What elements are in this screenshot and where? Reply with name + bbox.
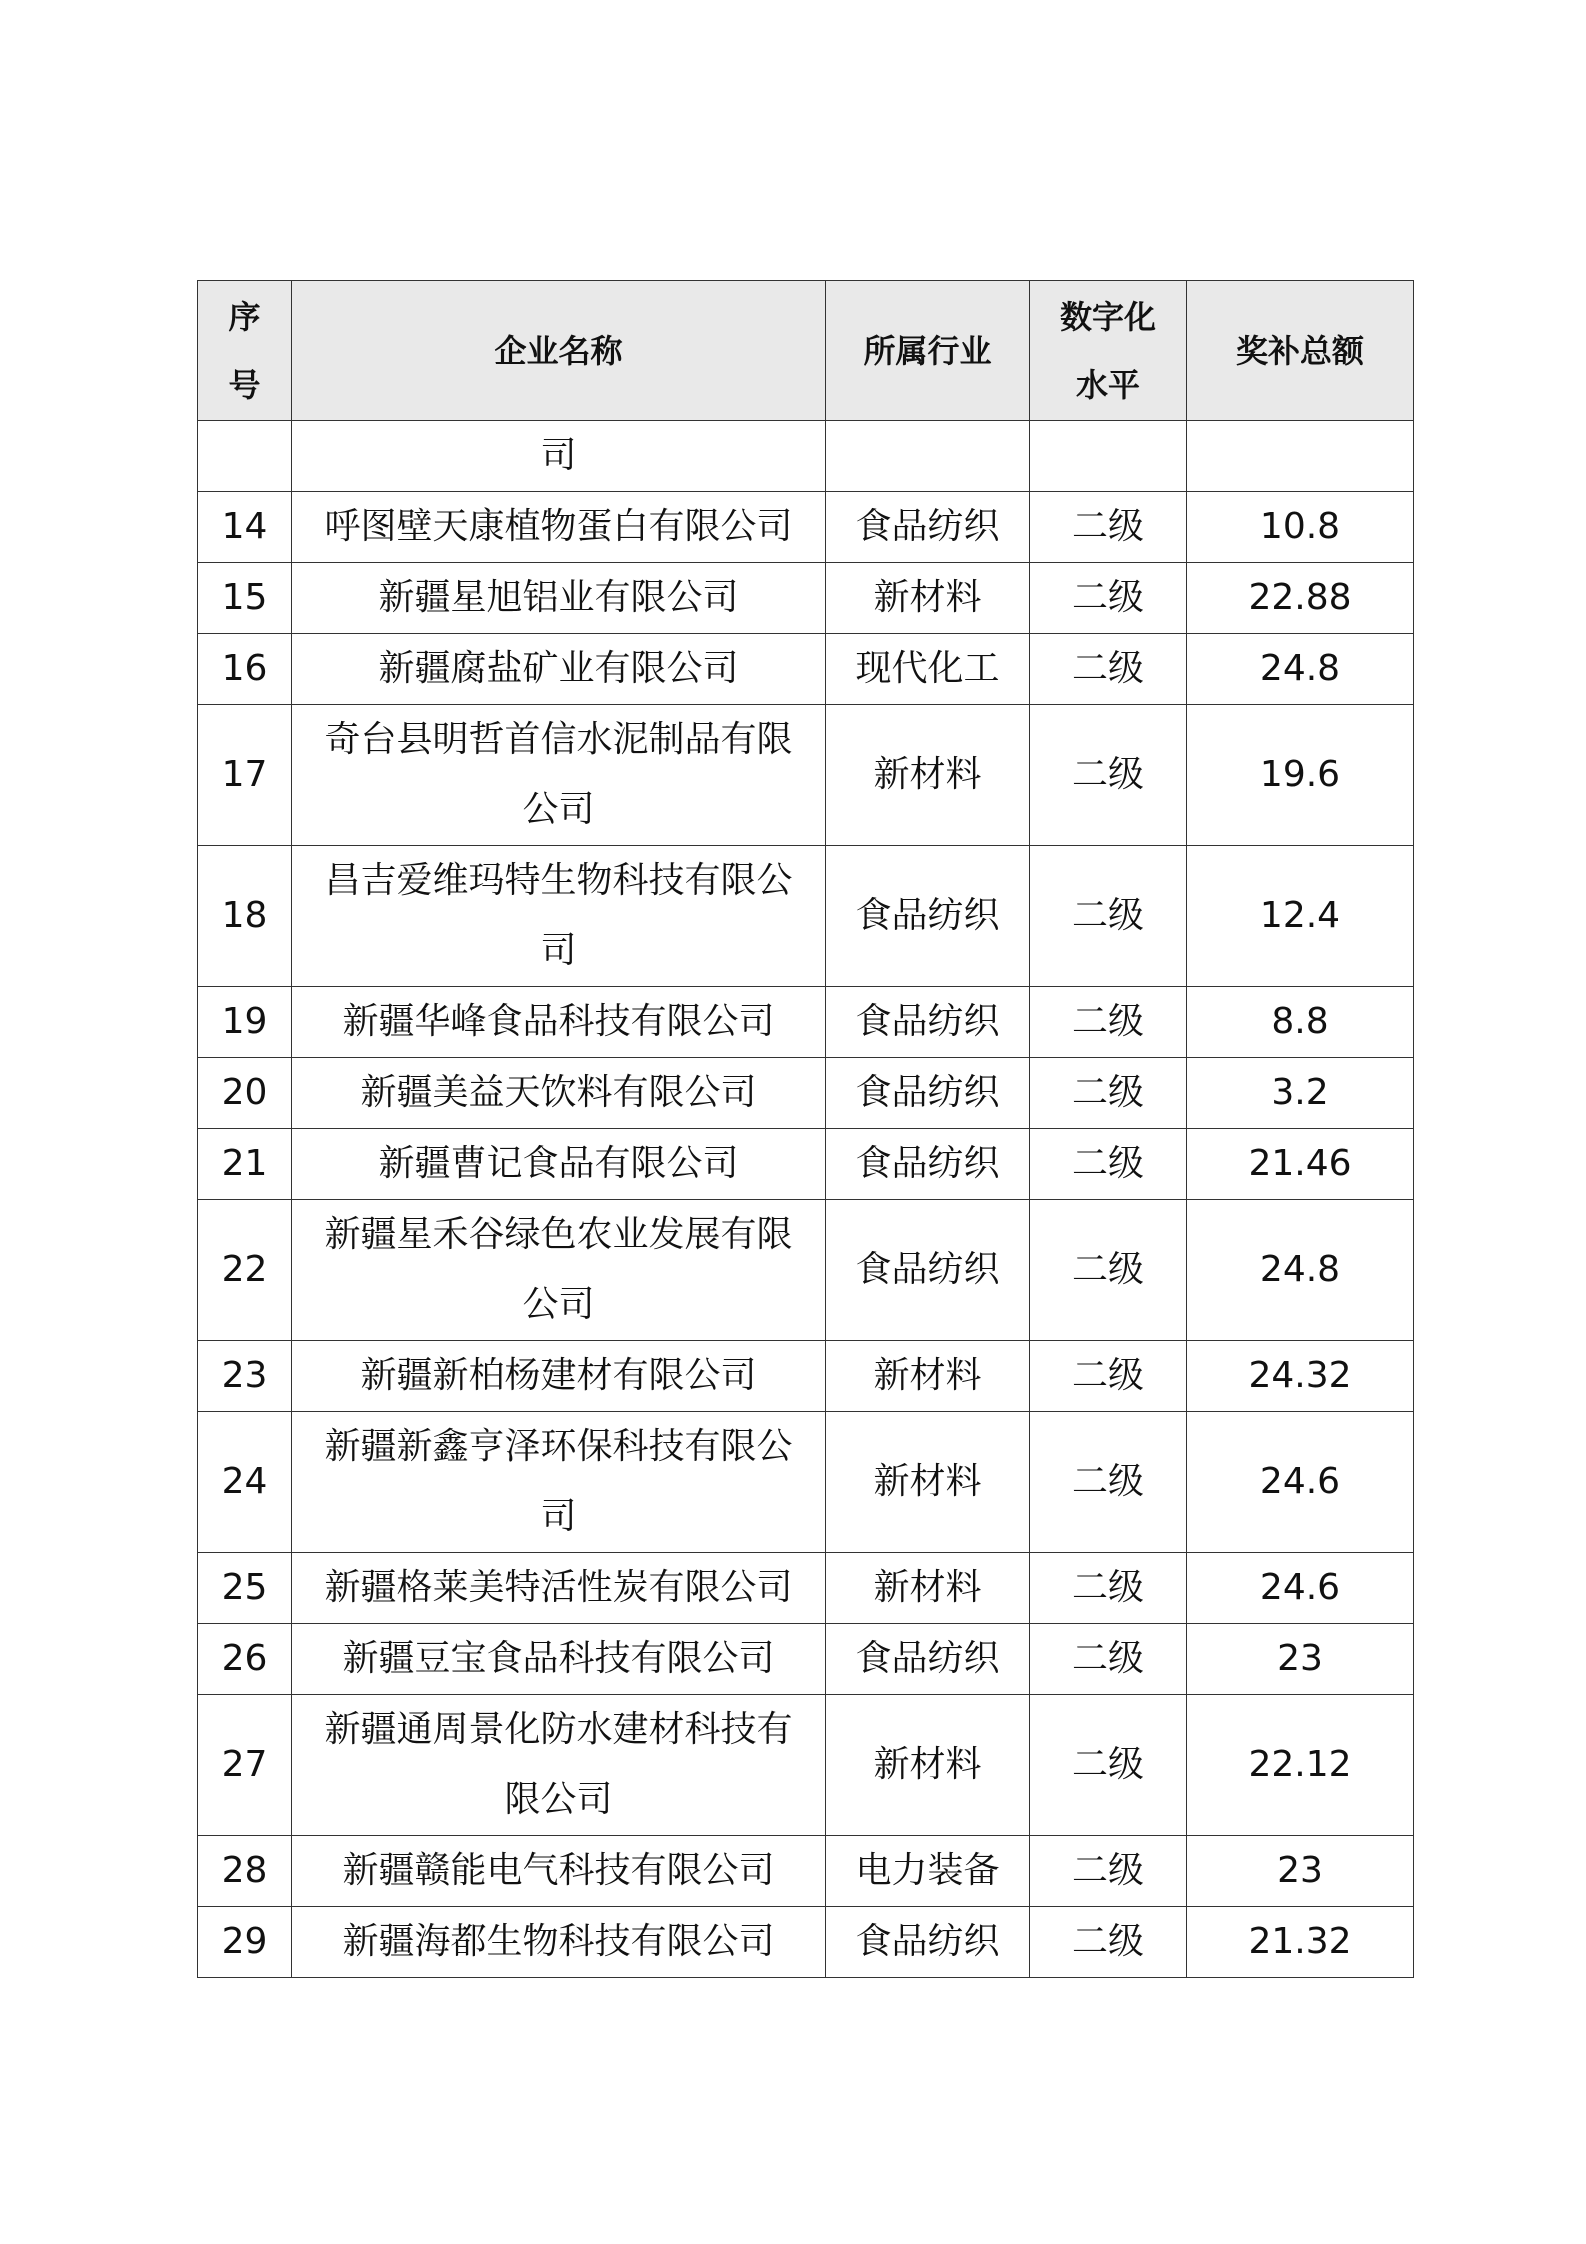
cell-digital-level: 二级	[1030, 1341, 1187, 1412]
company-name-line2: 司	[540, 930, 577, 971]
cell-industry: 食品纺织	[826, 1129, 1030, 1200]
cell-industry: 食品纺织	[826, 846, 1030, 987]
cell-serial-number: 17	[198, 705, 292, 846]
cell-subsidy-amount: 22.88	[1187, 563, 1414, 634]
cell-subsidy-amount: 19.6	[1187, 705, 1414, 846]
table-body	[198, 421, 1414, 1978]
cell-serial-number: 20	[198, 1058, 292, 1129]
cell-digital-level	[1030, 421, 1187, 492]
cell-digital-level: 二级	[1030, 705, 1187, 846]
cell-company-name: 新疆华峰食品科技有限公司	[292, 987, 826, 1058]
table-row	[198, 1341, 1414, 1412]
cell-subsidy-amount: 21.46	[1187, 1129, 1414, 1200]
cell-industry: 食品纺织	[826, 987, 1030, 1058]
cell-serial-number	[198, 421, 292, 492]
company-name-line2: 公司	[522, 1284, 595, 1325]
cell-serial-number: 25	[198, 1553, 292, 1624]
cell-serial-number: 24	[198, 1412, 292, 1553]
cell-subsidy-amount: 8.8	[1187, 987, 1414, 1058]
cell-company-name: 新疆豆宝食品科技有限公司	[292, 1624, 826, 1695]
cell-industry: 食品纺织	[826, 1907, 1030, 1978]
header-subsidy-amount: 奖补总额	[1187, 281, 1414, 421]
cell-subsidy-amount: 24.8	[1187, 634, 1414, 705]
header-digital-level-line1: 数字化	[1059, 297, 1156, 336]
cell-digital-level: 二级	[1030, 846, 1187, 987]
cell-company-name	[292, 705, 826, 846]
cell-serial-number: 23	[198, 1341, 292, 1412]
cell-subsidy-amount: 24.32	[1187, 1341, 1414, 1412]
cell-company-name	[292, 846, 826, 987]
cell-digital-level: 二级	[1030, 634, 1187, 705]
table-row	[198, 846, 1414, 987]
cell-subsidy-amount: 22.12	[1187, 1695, 1414, 1836]
header-row	[198, 281, 1414, 421]
cell-digital-level: 二级	[1030, 1129, 1187, 1200]
company-name-line1: 昌吉爱维玛特生物科技有限公	[324, 860, 793, 901]
table-row	[198, 1624, 1414, 1695]
header-digital-level-line2: 水平	[1075, 365, 1140, 404]
cell-digital-level: 二级	[1030, 1412, 1187, 1553]
cell-digital-level: 二级	[1030, 563, 1187, 634]
cell-industry	[826, 421, 1030, 492]
cell-subsidy-amount: 10.8	[1187, 492, 1414, 563]
table-row	[198, 705, 1414, 846]
cell-industry: 新材料	[826, 563, 1030, 634]
cell-subsidy-amount: 24.6	[1187, 1553, 1414, 1624]
cell-subsidy-amount: 3.2	[1187, 1058, 1414, 1129]
cell-digital-level: 二级	[1030, 1058, 1187, 1129]
subsidy-table	[197, 280, 1414, 1978]
cell-company-name	[292, 1200, 826, 1341]
cell-industry: 新材料	[826, 1695, 1030, 1836]
cell-serial-number: 29	[198, 1907, 292, 1978]
cell-serial-number: 14	[198, 492, 292, 563]
table-row	[198, 1836, 1414, 1907]
cell-industry: 食品纺织	[826, 1200, 1030, 1341]
cell-subsidy-amount: 24.8	[1187, 1200, 1414, 1341]
header-serial-line1: 序	[228, 297, 261, 336]
header-serial-number	[198, 281, 292, 421]
cell-company-name	[292, 1412, 826, 1553]
cell-subsidy-amount: 23	[1187, 1624, 1414, 1695]
cell-digital-level: 二级	[1030, 987, 1187, 1058]
header-serial-line2: 号	[228, 365, 261, 404]
cell-company-name: 新疆曹记食品有限公司	[292, 1129, 826, 1200]
company-name-line1: 新疆星禾谷绿色农业发展有限	[324, 1214, 793, 1255]
cell-serial-number: 19	[198, 987, 292, 1058]
table-row	[198, 492, 1414, 563]
cell-digital-level: 二级	[1030, 1907, 1187, 1978]
table-row	[198, 1129, 1414, 1200]
cell-subsidy-amount: 24.6	[1187, 1412, 1414, 1553]
table-row	[198, 987, 1414, 1058]
cell-digital-level: 二级	[1030, 1553, 1187, 1624]
header-industry: 所属行业	[826, 281, 1030, 421]
cell-digital-level: 二级	[1030, 492, 1187, 563]
cell-industry: 新材料	[826, 1341, 1030, 1412]
company-name-line1: 奇台县明哲首信水泥制品有限	[324, 719, 793, 760]
table-row	[198, 1553, 1414, 1624]
cell-digital-level: 二级	[1030, 1200, 1187, 1341]
company-name-line1: 新疆通周景化防水建材科技有	[324, 1709, 793, 1750]
table-row	[198, 1412, 1414, 1553]
cell-digital-level: 二级	[1030, 1624, 1187, 1695]
cell-company-name: 新疆海都生物科技有限公司	[292, 1907, 826, 1978]
company-name-line2: 司	[540, 1496, 577, 1537]
cell-company-name: 新疆新柏杨建材有限公司	[292, 1341, 826, 1412]
cell-serial-number: 16	[198, 634, 292, 705]
cell-company-name: 司	[292, 421, 826, 492]
cell-company-name: 新疆腐盐矿业有限公司	[292, 634, 826, 705]
cell-serial-number: 18	[198, 846, 292, 987]
cell-serial-number: 26	[198, 1624, 292, 1695]
table-row	[198, 1907, 1414, 1978]
cell-industry: 食品纺织	[826, 492, 1030, 563]
cell-company-name: 呼图壁天康植物蛋白有限公司	[292, 492, 826, 563]
cell-company-name: 新疆美益天饮料有限公司	[292, 1058, 826, 1129]
cell-digital-level: 二级	[1030, 1836, 1187, 1907]
company-name-line2: 限公司	[504, 1779, 613, 1820]
table-row	[198, 1695, 1414, 1836]
company-name-line2: 公司	[522, 789, 595, 830]
cell-subsidy-amount: 21.32	[1187, 1907, 1414, 1978]
cell-serial-number: 15	[198, 563, 292, 634]
cell-company-name: 新疆格莱美特活性炭有限公司	[292, 1553, 826, 1624]
table-row	[198, 634, 1414, 705]
table-header	[198, 281, 1414, 421]
cell-serial-number: 22	[198, 1200, 292, 1341]
cell-industry: 现代化工	[826, 634, 1030, 705]
cell-serial-number: 27	[198, 1695, 292, 1836]
header-company-name: 企业名称	[292, 281, 826, 421]
cell-industry: 新材料	[826, 1412, 1030, 1553]
company-name-line1: 新疆新鑫亨泽环保科技有限公	[324, 1426, 793, 1467]
cell-subsidy-amount: 12.4	[1187, 846, 1414, 987]
cell-digital-level: 二级	[1030, 1695, 1187, 1836]
table-row	[198, 1058, 1414, 1129]
cell-company-name: 新疆赣能电气科技有限公司	[292, 1836, 826, 1907]
header-digital-level	[1030, 281, 1187, 421]
table-row	[198, 1200, 1414, 1341]
table-row	[198, 563, 1414, 634]
cell-industry: 电力装备	[826, 1836, 1030, 1907]
cell-industry: 食品纺织	[826, 1624, 1030, 1695]
cell-company-name	[292, 1695, 826, 1836]
cell-serial-number: 21	[198, 1129, 292, 1200]
cell-industry: 食品纺织	[826, 1058, 1030, 1129]
cell-company-name: 新疆星旭铝业有限公司	[292, 563, 826, 634]
cell-industry: 新材料	[826, 1553, 1030, 1624]
cell-subsidy-amount	[1187, 421, 1414, 492]
cell-industry: 新材料	[826, 705, 1030, 846]
cell-serial-number: 28	[198, 1836, 292, 1907]
table-row-continued	[198, 421, 1414, 492]
cell-subsidy-amount: 23	[1187, 1836, 1414, 1907]
